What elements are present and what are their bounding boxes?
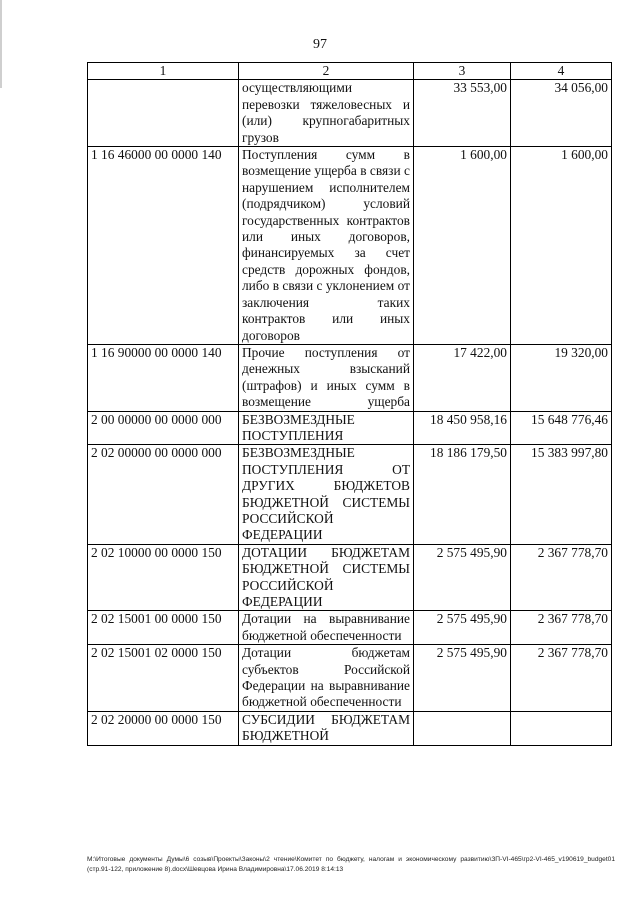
- row-name: БЕЗВОЗМЕЗДНЫЕ ПОСТУПЛЕНИЯ ОТ ДРУГИХ БЮДЖЕТОВ БЮДЖЕТНОЙ СИСТЕМЫ РОССИЙСКОЙ ФЕДЕРАЦИИ: [239, 445, 414, 544]
- row-name: осуществляющими перевозки тяжеловесных и (или) крупногабаритных грузов: [239, 80, 414, 147]
- row-value-year2: 2 367 778,70: [511, 611, 612, 645]
- table-row: [88, 645, 612, 712]
- header-col-1: 1: [88, 63, 239, 80]
- row-value-year1: 2 575 495,90: [414, 645, 511, 712]
- table-row: [88, 711, 612, 745]
- row-code: 2 02 15001 02 0000 150: [88, 645, 239, 712]
- row-value-year2: 34 056,00: [511, 80, 612, 147]
- row-name: ДОТАЦИИ БЮДЖЕТАМ БЮДЖЕТНОЙ СИСТЕМЫ РОССИЙСКОЙ ФЕДЕРАЦИИ: [239, 544, 414, 611]
- row-value-year2: 2 367 778,70: [511, 544, 612, 611]
- row-code: 2 00 00000 00 0000 000: [88, 411, 239, 445]
- row-value-year1: 18 450 958,16: [414, 411, 511, 445]
- row-name: Прочие поступления от денежных взысканий (штрафов) и иных сумм в возмещение ущерба: [239, 344, 414, 411]
- row-value-year1: 33 553,00: [414, 80, 511, 147]
- row-value-year1: 17 422,00: [414, 344, 511, 411]
- row-value-year1: 2 575 495,90: [414, 611, 511, 645]
- row-code: 2 02 20000 00 0000 150: [88, 711, 239, 745]
- row-value-year2: 19 320,00: [511, 344, 612, 411]
- table-row: [88, 411, 612, 445]
- row-code: [88, 80, 239, 147]
- row-name: Поступления сумм в возмещение ущерба в связи с нарушением исполнителем (подрядчиком) условий государственных контрактов или иных договоров, финансируемых за счет средств дорожных фондов, либо в связи с уклонением от заключения таких контрактов или иных договоров: [239, 147, 414, 345]
- row-code: 2 02 00000 00 0000 000: [88, 445, 239, 544]
- row-value-year2: 1 600,00: [511, 147, 612, 345]
- row-code: 1 16 46000 00 0000 140: [88, 147, 239, 345]
- table-row: [88, 611, 612, 645]
- table-row: [88, 344, 612, 411]
- table-row: [88, 147, 612, 345]
- row-value-year1: 18 186 179,50: [414, 445, 511, 544]
- row-code: 1 16 90000 00 0000 140: [88, 344, 239, 411]
- row-value-year1: 1 600,00: [414, 147, 511, 345]
- table-row: [88, 445, 612, 544]
- row-value-year2: 15 383 997,80: [511, 445, 612, 544]
- table-row: [88, 80, 612, 147]
- budget-revenue-table: [87, 62, 612, 746]
- row-value-year2: 2 367 778,70: [511, 645, 612, 712]
- document-path-footer: М:\Итоговые документы Думы\6 созыв\Проекты\Законы\2 чтение\Комитет по бюджету, налогам и экономическому развитию\ЗП-VI-465\гр2-VI-465_v190619_budget01 (стр.91-122, приложение 8).docx\Шевцова Ирина Владимировна\17.06.2019 8:14:13: [87, 856, 615, 873]
- header-col-2: 2: [239, 63, 414, 80]
- page-number: 97: [313, 37, 327, 52]
- row-value-year2: 15 648 776,46: [511, 411, 612, 445]
- header-col-4: 4: [511, 63, 612, 80]
- row-name: Дотации на выравнивание бюджетной обеспеченности: [239, 611, 414, 645]
- row-name: Дотации бюджетам субъектов Российской Федерации на выравнивание бюджетной обеспеченности: [239, 645, 414, 712]
- row-code: 2 02 15001 00 0000 150: [88, 611, 239, 645]
- row-value-year1: [414, 711, 511, 745]
- row-value-year2: [511, 711, 612, 745]
- table-row: [88, 544, 612, 611]
- row-name: СУБСИДИИ БЮДЖЕТАМ БЮДЖЕТНОЙ: [239, 711, 414, 745]
- row-name: БЕЗВОЗМЕЗДНЫЕ ПОСТУПЛЕНИЯ: [239, 411, 414, 445]
- row-value-year1: 2 575 495,90: [414, 544, 511, 611]
- header-col-3: 3: [414, 63, 511, 80]
- table-header-row: [88, 63, 612, 80]
- row-code: 2 02 10000 00 0000 150: [88, 544, 239, 611]
